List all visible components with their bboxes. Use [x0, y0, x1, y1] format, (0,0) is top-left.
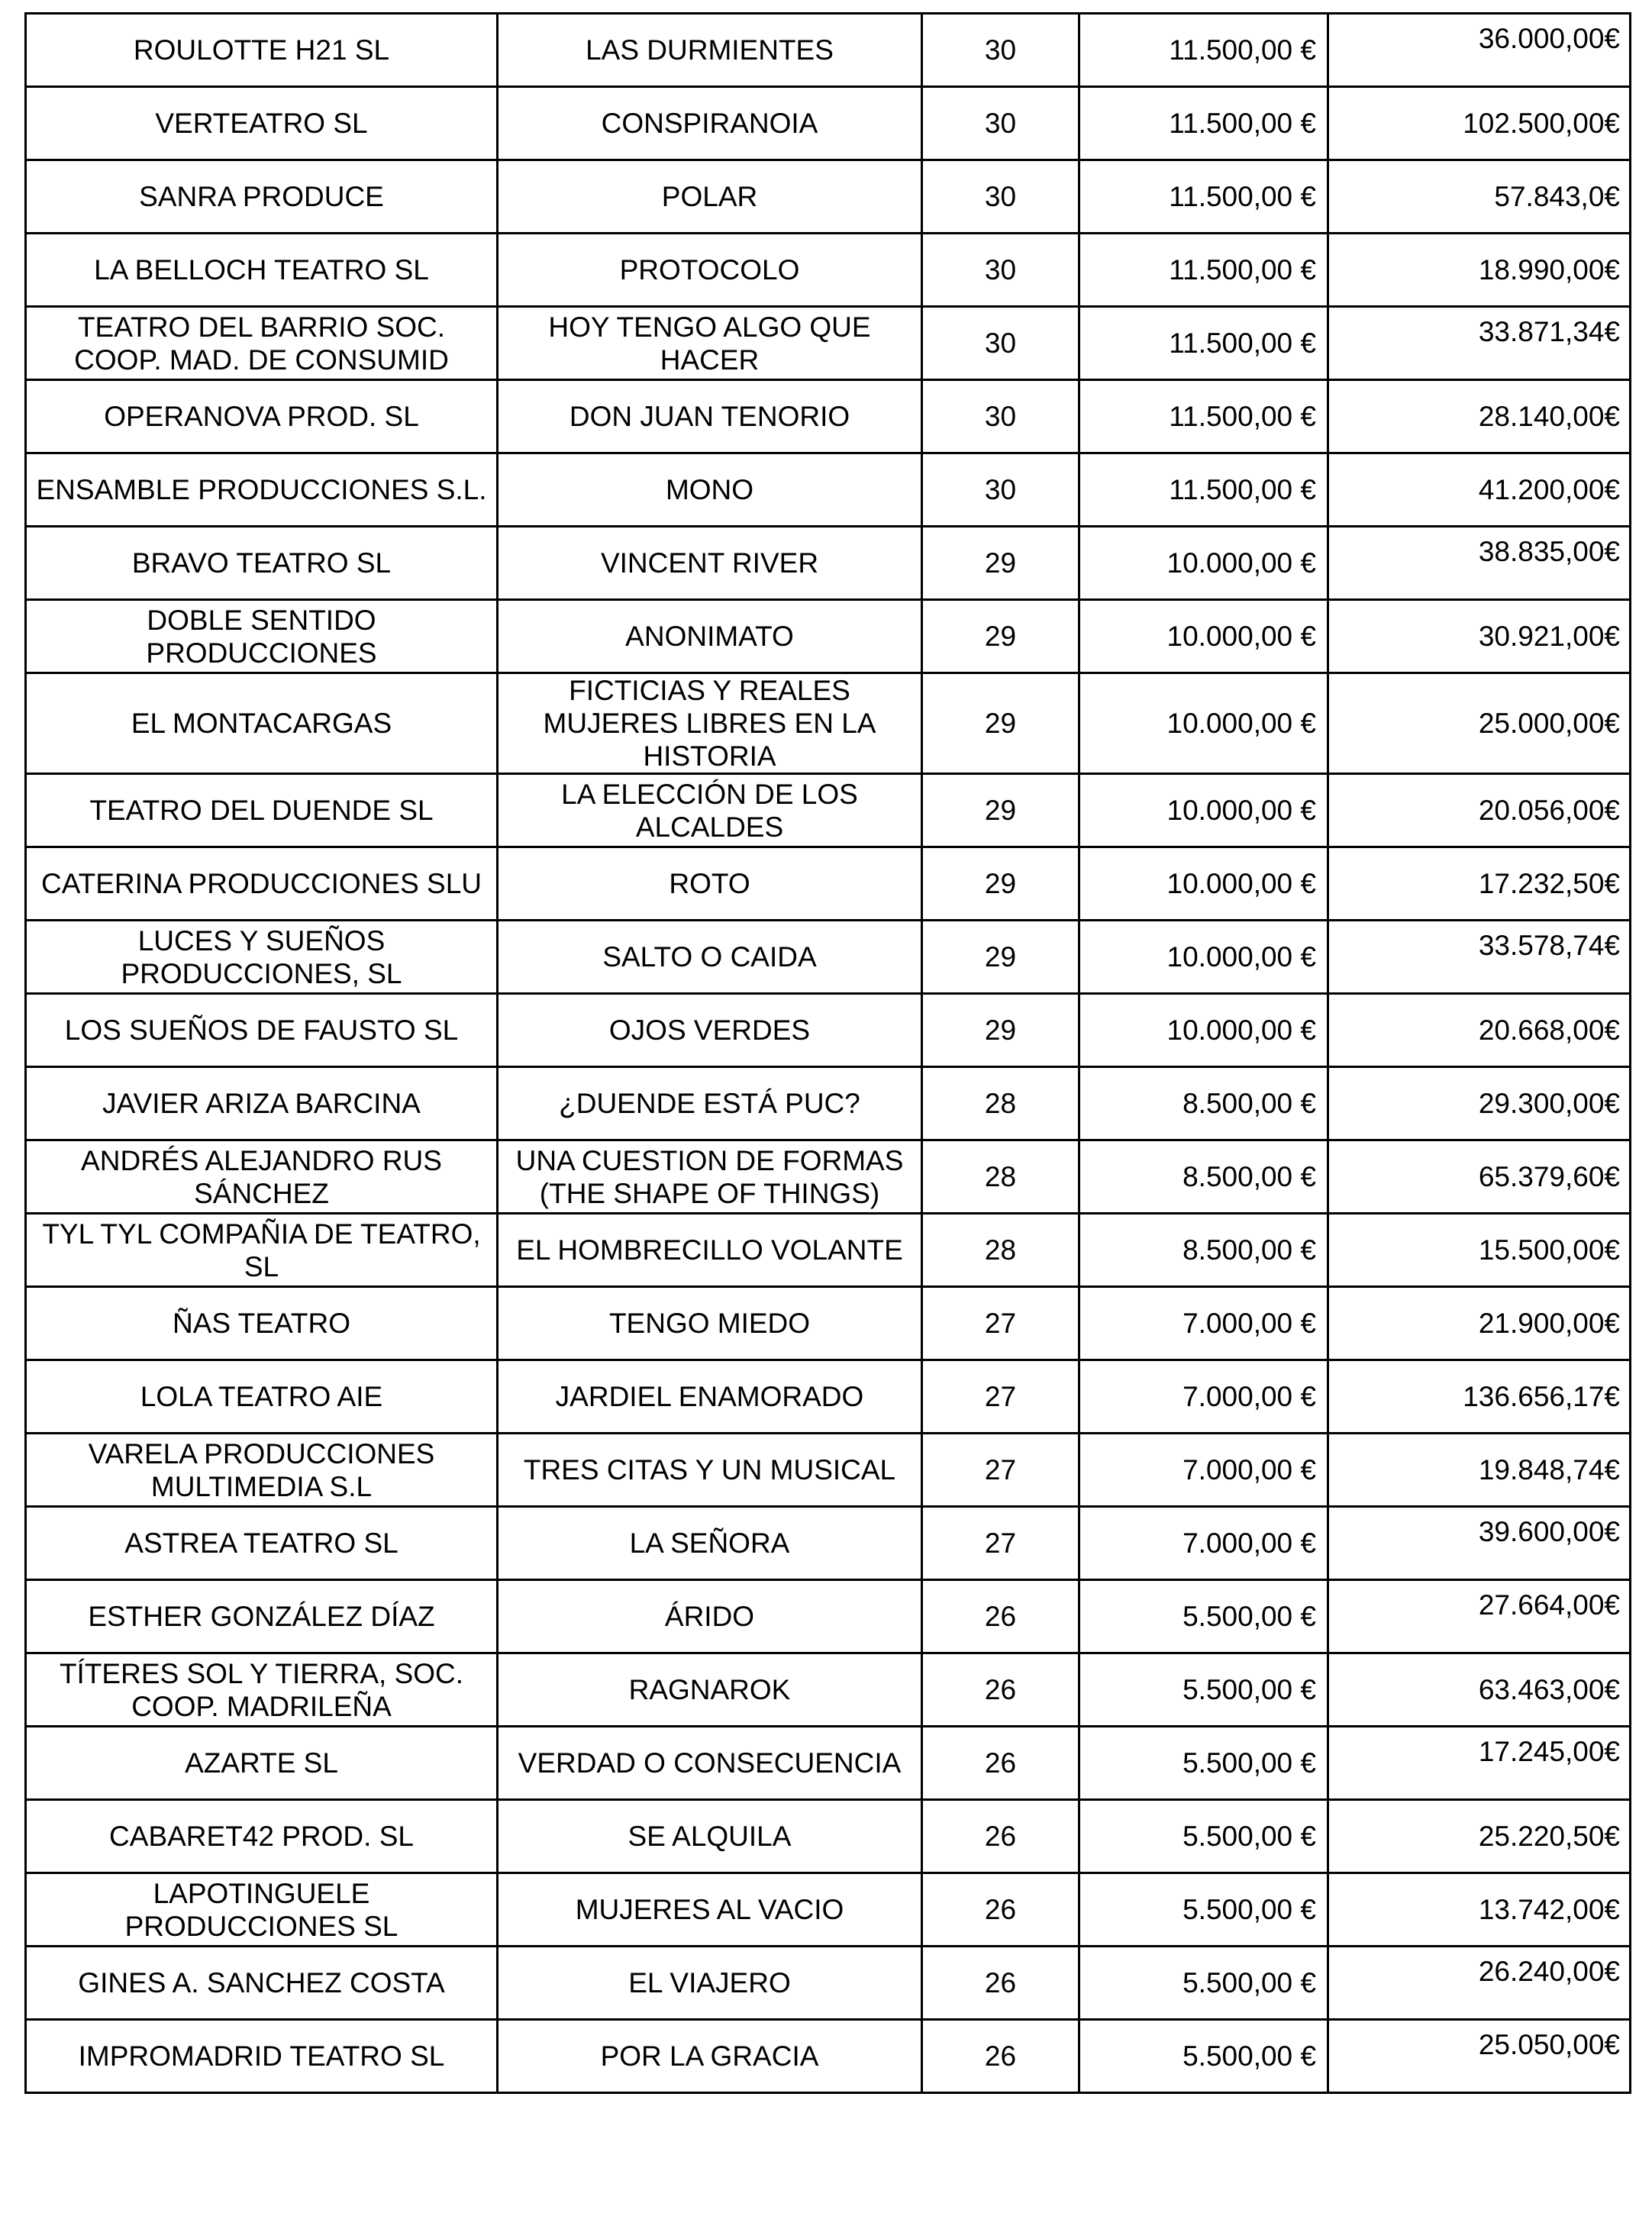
budget-cell: 39.600,00€	[1328, 1507, 1631, 1580]
grant-amount-cell: 11.500,00 €	[1079, 14, 1328, 87]
points-cell: 26	[922, 1653, 1079, 1727]
show-title-cell: VINCENT RIVER	[498, 527, 922, 600]
show-title-cell: POLAR	[498, 160, 922, 234]
grant-amount-cell: 7.000,00 €	[1079, 1287, 1328, 1360]
points-cell: 26	[922, 1873, 1079, 1947]
budget-cell: 136.656,17€	[1328, 1360, 1631, 1434]
budget-cell: 36.000,00€	[1328, 14, 1631, 87]
points-cell: 30	[922, 380, 1079, 453]
points-cell: 29	[922, 994, 1079, 1067]
table-row	[26, 1727, 1631, 1800]
company-cell: ENSAMBLE PRODUCCIONES S.L.	[26, 453, 498, 527]
grant-amount-cell: 10.000,00 €	[1079, 673, 1328, 774]
budget-cell: 102.500,00€	[1328, 87, 1631, 160]
budget-cell: 30.921,00€	[1328, 600, 1631, 673]
budget-cell: 33.578,74€	[1328, 921, 1631, 994]
company-cell: CABARET42 PROD. SL	[26, 1800, 498, 1873]
grant-amount-cell: 10.000,00 €	[1079, 774, 1328, 847]
company-cell: ÑAS TEATRO	[26, 1287, 498, 1360]
grant-amount-cell: 7.000,00 €	[1079, 1360, 1328, 1434]
table-row	[26, 1947, 1631, 2020]
points-cell: 27	[922, 1507, 1079, 1580]
show-title-cell: RAGNAROK	[498, 1653, 922, 1727]
company-cell: TEATRO DEL DUENDE SL	[26, 774, 498, 847]
grants-table-body	[26, 14, 1631, 2093]
budget-cell: 13.742,00€	[1328, 1873, 1631, 1947]
table-row	[26, 1140, 1631, 1214]
show-title-cell: EL VIAJERO	[498, 1947, 922, 2020]
table-row	[26, 1434, 1631, 1507]
budget-cell: 57.843,0€	[1328, 160, 1631, 234]
show-title-cell: PROTOCOLO	[498, 234, 922, 307]
grant-amount-cell: 11.500,00 €	[1079, 453, 1328, 527]
show-title-cell: SE ALQUILA	[498, 1800, 922, 1873]
budget-cell: 28.140,00€	[1328, 380, 1631, 453]
company-cell: LOLA TEATRO AIE	[26, 1360, 498, 1434]
company-cell: GINES A. SANCHEZ COSTA	[26, 1947, 498, 2020]
points-cell: 30	[922, 307, 1079, 380]
grant-amount-cell: 11.500,00 €	[1079, 87, 1328, 160]
points-cell: 29	[922, 673, 1079, 774]
show-title-cell: LA SEÑORA	[498, 1507, 922, 1580]
budget-cell: 41.200,00€	[1328, 453, 1631, 527]
company-cell: OPERANOVA PROD. SL	[26, 380, 498, 453]
company-cell: JAVIER ARIZA BARCINA	[26, 1067, 498, 1140]
table-row	[26, 527, 1631, 600]
company-cell: ROULOTTE H21 SL	[26, 14, 498, 87]
company-cell: CATERINA PRODUCCIONES SLU	[26, 847, 498, 921]
show-title-cell: UNA CUESTION DE FORMAS (THE SHAPE OF THINGS)	[498, 1140, 922, 1214]
company-cell: TÍTERES SOL Y TIERRA, SOC. COOP. MADRILEÑA	[26, 1653, 498, 1727]
show-title-cell: SALTO O CAIDA	[498, 921, 922, 994]
points-cell: 29	[922, 600, 1079, 673]
company-cell: SANRA PRODUCE	[26, 160, 498, 234]
table-row	[26, 380, 1631, 453]
grants-table	[24, 12, 1631, 2094]
points-cell: 28	[922, 1067, 1079, 1140]
grant-amount-cell: 10.000,00 €	[1079, 600, 1328, 673]
company-cell: IMPROMADRID TEATRO SL	[26, 2020, 498, 2093]
budget-cell: 19.848,74€	[1328, 1434, 1631, 1507]
show-title-cell: FICTICIAS Y REALES MUJERES LIBRES EN LA HISTORIA	[498, 673, 922, 774]
table-row	[26, 1873, 1631, 1947]
show-title-cell: ¿DUENDE ESTÁ PUC?	[498, 1067, 922, 1140]
grant-amount-cell: 10.000,00 €	[1079, 527, 1328, 600]
show-title-cell: LA ELECCIÓN DE LOS ALCALDES	[498, 774, 922, 847]
show-title-cell: ÁRIDO	[498, 1580, 922, 1653]
points-cell: 26	[922, 1800, 1079, 1873]
budget-cell: 20.056,00€	[1328, 774, 1631, 847]
budget-cell: 63.463,00€	[1328, 1653, 1631, 1727]
points-cell: 30	[922, 160, 1079, 234]
company-cell: DOBLE SENTIDO PRODUCCIONES	[26, 600, 498, 673]
table-row	[26, 921, 1631, 994]
show-title-cell: ANONIMATO	[498, 600, 922, 673]
table-row	[26, 453, 1631, 527]
budget-cell: 15.500,00€	[1328, 1214, 1631, 1287]
show-title-cell: JARDIEL ENAMORADO	[498, 1360, 922, 1434]
company-cell: VERTEATRO SL	[26, 87, 498, 160]
show-title-cell: DON JUAN TENORIO	[498, 380, 922, 453]
budget-cell: 25.050,00€	[1328, 2020, 1631, 2093]
grant-amount-cell: 8.500,00 €	[1079, 1214, 1328, 1287]
company-cell: ESTHER GONZÁLEZ DÍAZ	[26, 1580, 498, 1653]
show-title-cell: VERDAD O CONSECUENCIA	[498, 1727, 922, 1800]
grant-amount-cell: 5.500,00 €	[1079, 1800, 1328, 1873]
table-row	[26, 994, 1631, 1067]
table-row	[26, 847, 1631, 921]
table-row	[26, 1800, 1631, 1873]
budget-cell: 25.220,50€	[1328, 1800, 1631, 1873]
grant-amount-cell: 11.500,00 €	[1079, 307, 1328, 380]
budget-cell: 17.245,00€	[1328, 1727, 1631, 1800]
company-cell: LUCES Y SUEÑOS PRODUCCIONES, SL	[26, 921, 498, 994]
points-cell: 30	[922, 14, 1079, 87]
table-row	[26, 234, 1631, 307]
points-cell: 29	[922, 921, 1079, 994]
company-cell: LA BELLOCH TEATRO SL	[26, 234, 498, 307]
show-title-cell: OJOS VERDES	[498, 994, 922, 1067]
table-row	[26, 673, 1631, 774]
budget-cell: 18.990,00€	[1328, 234, 1631, 307]
table-row	[26, 87, 1631, 160]
show-title-cell: CONSPIRANOIA	[498, 87, 922, 160]
company-cell: TEATRO DEL BARRIO SOC. COOP. MAD. DE CONSUMID	[26, 307, 498, 380]
company-cell: EL MONTACARGAS	[26, 673, 498, 774]
grant-amount-cell: 8.500,00 €	[1079, 1067, 1328, 1140]
show-title-cell: POR LA GRACIA	[498, 2020, 922, 2093]
grant-amount-cell: 5.500,00 €	[1079, 2020, 1328, 2093]
budget-cell: 29.300,00€	[1328, 1067, 1631, 1140]
company-cell: ANDRÉS ALEJANDRO RUS SÁNCHEZ	[26, 1140, 498, 1214]
budget-cell: 33.871,34€	[1328, 307, 1631, 380]
points-cell: 28	[922, 1214, 1079, 1287]
budget-cell: 21.900,00€	[1328, 1287, 1631, 1360]
table-row	[26, 14, 1631, 87]
company-cell: AZARTE SL	[26, 1727, 498, 1800]
points-cell: 27	[922, 1360, 1079, 1434]
points-cell: 30	[922, 234, 1079, 307]
grant-amount-cell: 8.500,00 €	[1079, 1140, 1328, 1214]
company-cell: LOS SUEÑOS DE FAUSTO SL	[26, 994, 498, 1067]
table-row	[26, 1287, 1631, 1360]
table-row	[26, 1360, 1631, 1434]
points-cell: 26	[922, 1947, 1079, 2020]
grant-amount-cell: 10.000,00 €	[1079, 921, 1328, 994]
table-row	[26, 600, 1631, 673]
show-title-cell: TRES CITAS Y UN MUSICAL	[498, 1434, 922, 1507]
show-title-cell: MONO	[498, 453, 922, 527]
table-row	[26, 160, 1631, 234]
grant-amount-cell: 5.500,00 €	[1079, 1727, 1328, 1800]
grant-amount-cell: 11.500,00 €	[1079, 234, 1328, 307]
points-cell: 26	[922, 1727, 1079, 1800]
budget-cell: 27.664,00€	[1328, 1580, 1631, 1653]
points-cell: 27	[922, 1434, 1079, 1507]
points-cell: 29	[922, 774, 1079, 847]
grant-amount-cell: 5.500,00 €	[1079, 1653, 1328, 1727]
company-cell: LAPOTINGUELE PRODUCCIONES SL	[26, 1873, 498, 1947]
table-row	[26, 1067, 1631, 1140]
budget-cell: 38.835,00€	[1328, 527, 1631, 600]
table-row	[26, 1214, 1631, 1287]
table-row	[26, 1580, 1631, 1653]
grant-amount-cell: 5.500,00 €	[1079, 1580, 1328, 1653]
points-cell: 27	[922, 1287, 1079, 1360]
grant-amount-cell: 7.000,00 €	[1079, 1434, 1328, 1507]
points-cell: 29	[922, 527, 1079, 600]
show-title-cell: ROTO	[498, 847, 922, 921]
points-cell: 26	[922, 1580, 1079, 1653]
company-cell: BRAVO TEATRO SL	[26, 527, 498, 600]
grant-amount-cell: 5.500,00 €	[1079, 1947, 1328, 2020]
grant-amount-cell: 7.000,00 €	[1079, 1507, 1328, 1580]
show-title-cell: EL HOMBRECILLO VOLANTE	[498, 1214, 922, 1287]
company-cell: TYL TYL COMPAÑIA DE TEATRO, SL	[26, 1214, 498, 1287]
budget-cell: 65.379,60€	[1328, 1140, 1631, 1214]
table-row	[26, 774, 1631, 847]
budget-cell: 20.668,00€	[1328, 994, 1631, 1067]
points-cell: 29	[922, 847, 1079, 921]
grant-amount-cell: 11.500,00 €	[1079, 380, 1328, 453]
show-title-cell: MUJERES AL VACIO	[498, 1873, 922, 1947]
table-row	[26, 1653, 1631, 1727]
grant-amount-cell: 5.500,00 €	[1079, 1873, 1328, 1947]
points-cell: 28	[922, 1140, 1079, 1214]
budget-cell: 26.240,00€	[1328, 1947, 1631, 2020]
table-row	[26, 1507, 1631, 1580]
company-cell: VARELA PRODUCCIONES MULTIMEDIA S.L	[26, 1434, 498, 1507]
table-row	[26, 2020, 1631, 2093]
points-cell: 30	[922, 453, 1079, 527]
grant-amount-cell: 11.500,00 €	[1079, 160, 1328, 234]
budget-cell: 17.232,50€	[1328, 847, 1631, 921]
grant-amount-cell: 10.000,00 €	[1079, 994, 1328, 1067]
points-cell: 26	[922, 2020, 1079, 2093]
grant-amount-cell: 10.000,00 €	[1079, 847, 1328, 921]
points-cell: 30	[922, 87, 1079, 160]
company-cell: ASTREA TEATRO SL	[26, 1507, 498, 1580]
show-title-cell: LAS DURMIENTES	[498, 14, 922, 87]
show-title-cell: TENGO MIEDO	[498, 1287, 922, 1360]
table-row	[26, 307, 1631, 380]
budget-cell: 25.000,00€	[1328, 673, 1631, 774]
show-title-cell: HOY TENGO ALGO QUE HACER	[498, 307, 922, 380]
